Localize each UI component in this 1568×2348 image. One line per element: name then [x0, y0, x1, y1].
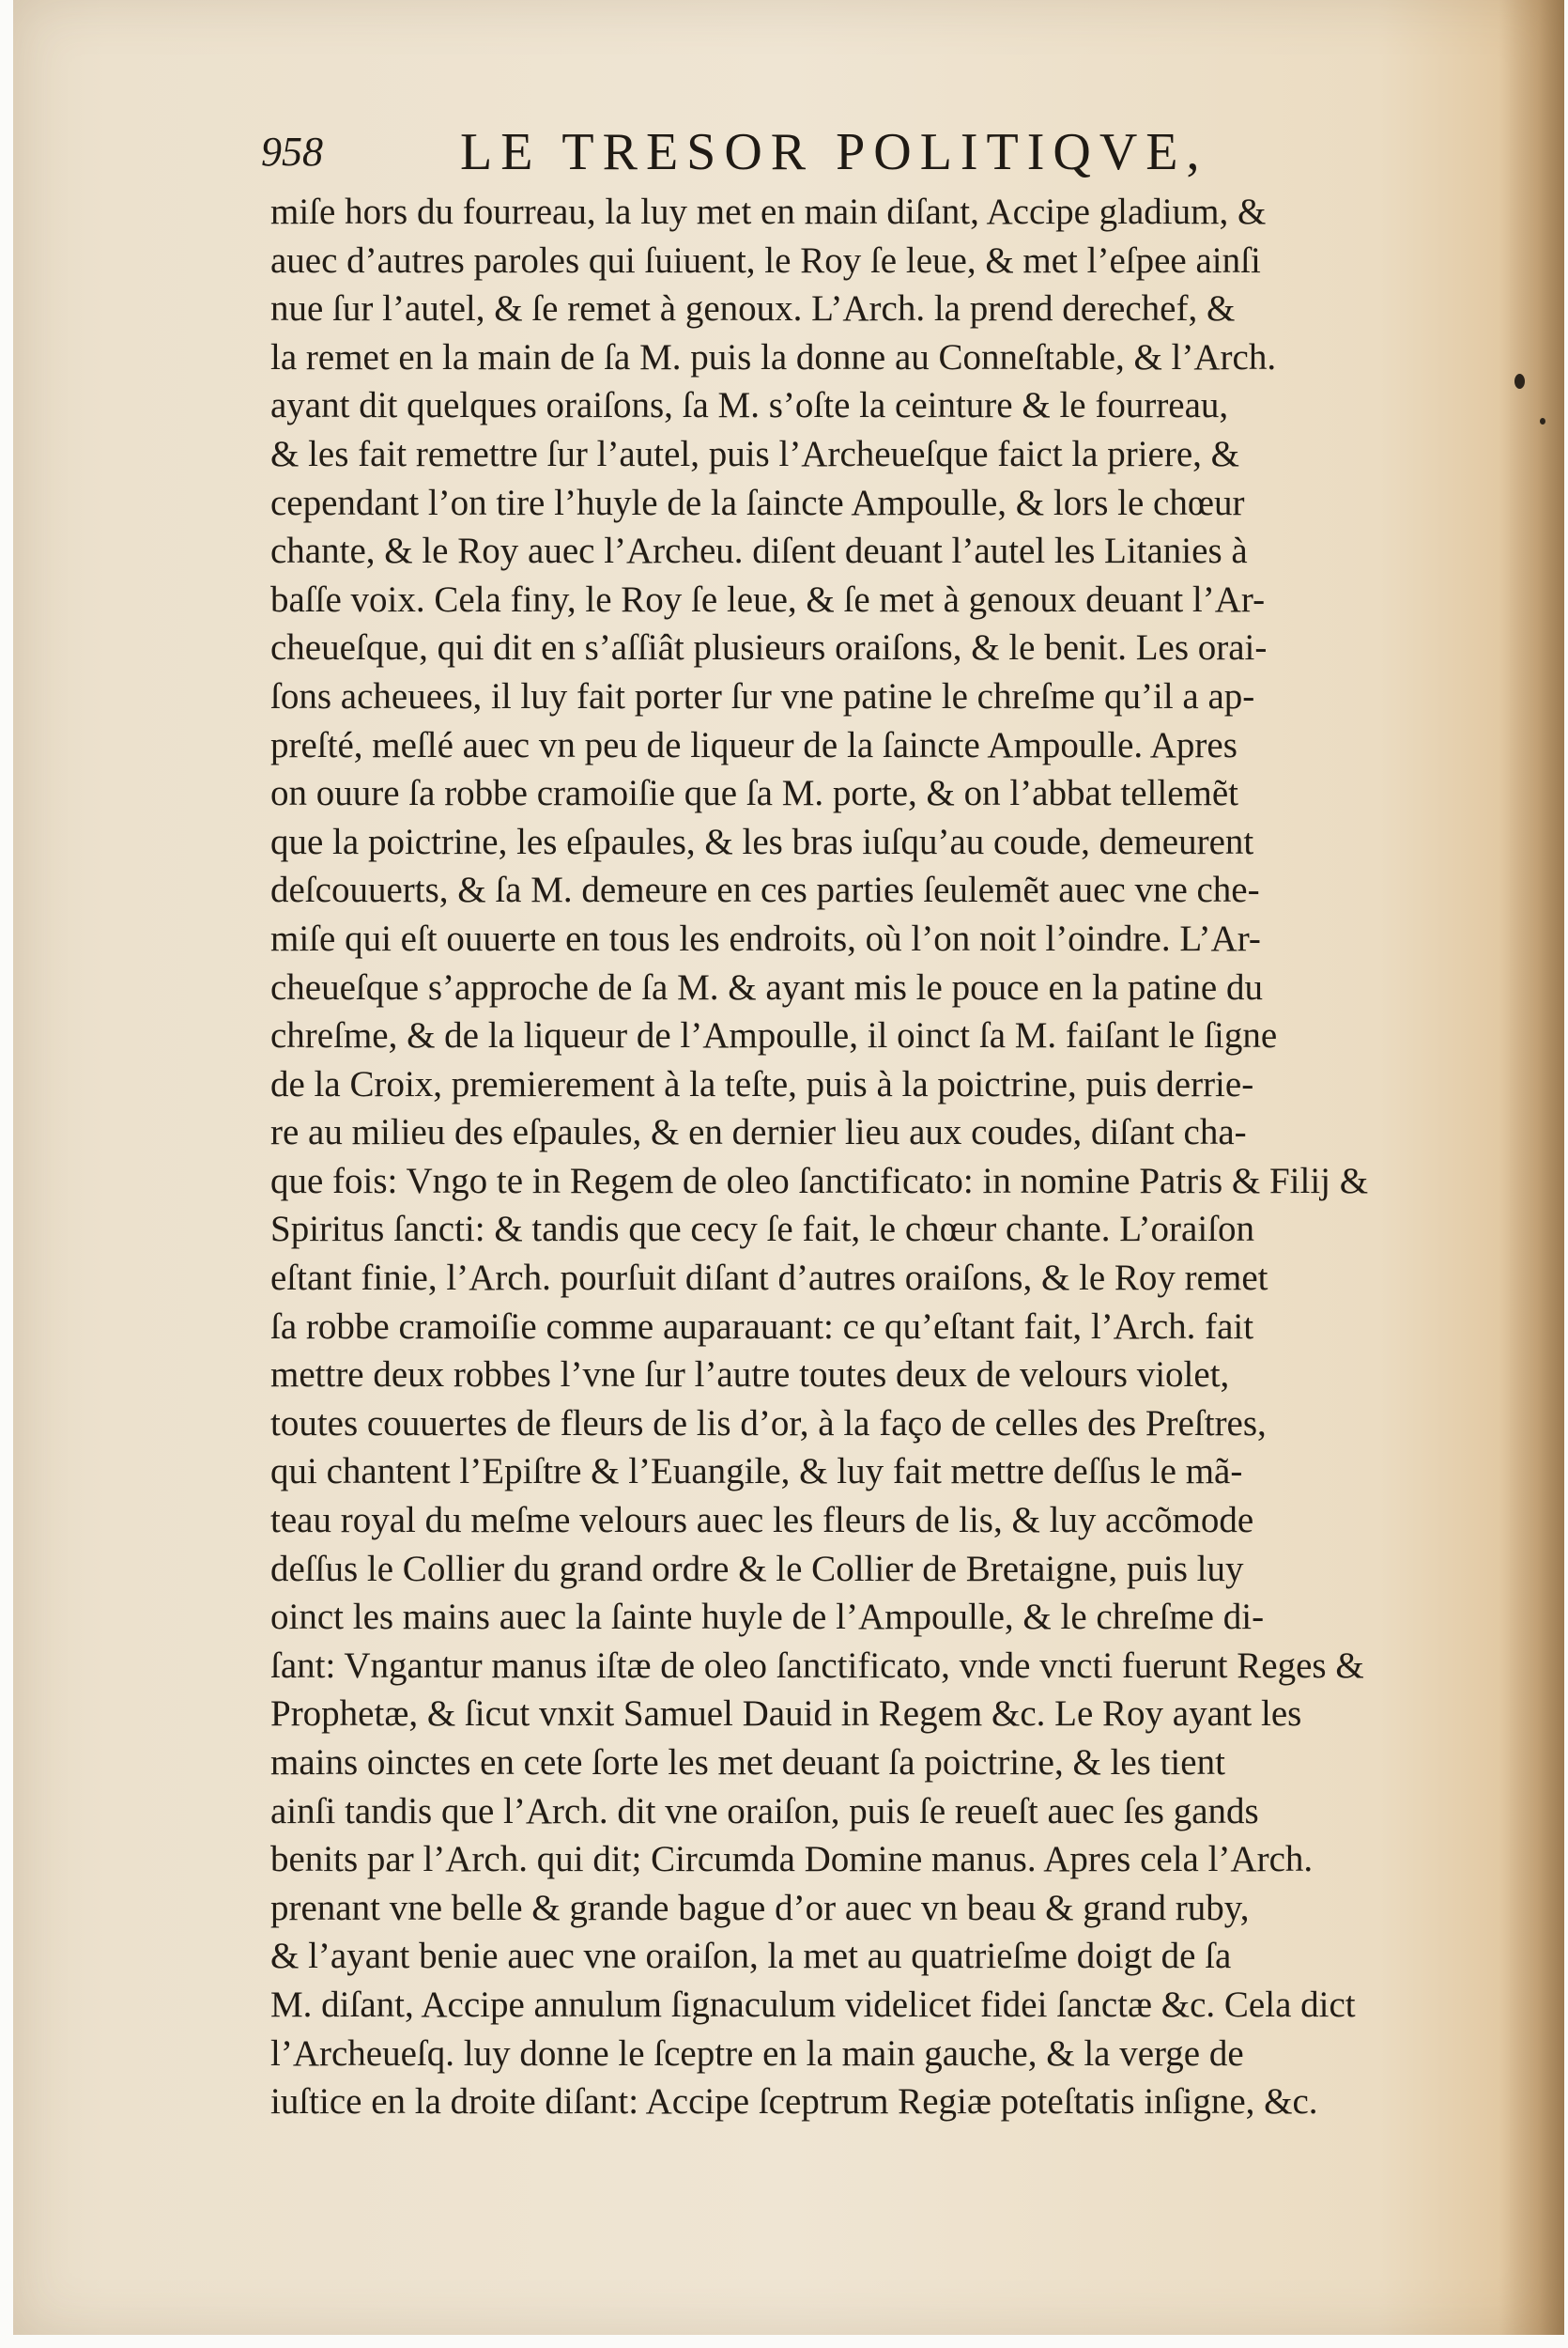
text-line: cheueſque, qui dit en s’aſſiât plusieurs oraiſons, & le benit. Les orai-: [270, 627, 1268, 669]
text-line: cependant l’on tire l’huyle de la ſaincte Ampoulle, & lors le chœur: [270, 482, 1245, 523]
text-line: l’Archeueſq. luy donne le ſceptre en la main gauche, & la verge de: [270, 2032, 1244, 2074]
running-title: LE TRESOR POLITIQVE,: [460, 123, 1208, 181]
text-line: qui chantent l’Epiſtre & l’Euangile, & luy fait mettre deſſus le mã-: [270, 1451, 1243, 1492]
margin-ink-spot: [1514, 374, 1525, 389]
text-line: iuſtice en la droite diſant: Accipe ſceptrum Regiæ poteſtatis inſigne, &c.: [270, 2081, 1318, 2123]
text-line: mains oinctes en cete ſorte les met deuant ſa poictrine, & les tient: [270, 1742, 1225, 1783]
text-line: deſſus le Collier du grand ordre & le Collier de Bretaigne, puis luy: [270, 1548, 1244, 1589]
page-number: 958: [261, 129, 323, 175]
text-line: eſtant finie, l’Arch. pourſuit diſant d’autres oraiſons, & le Roy remet: [270, 1258, 1268, 1299]
binding-shadow: [1499, 0, 1564, 2335]
text-line: prenant vne belle & grande bague d’or auec vn beau & grand ruby,: [270, 1887, 1250, 1928]
text-line: ſant: Vngantur manus iſtæ de oleo ſanctificato, vnde vncti fuerunt Reges &: [270, 1645, 1364, 1686]
text-line: auec d’autres paroles qui ſuiuent, le Roy ſe leue, & met l’eſpee ainſi: [270, 239, 1261, 281]
text-line: & les fait remettre ſur l’autel, puis l’Archeueſque faict la priere, &: [270, 433, 1239, 474]
text-line: M. diſant, Accipe annulum ſignaculum videlicet fidei ſanctæ &c. Cela dict: [270, 1984, 1356, 2025]
text-line: ſons acheuees, il luy fait porter ſur vne patine le chreſme qu’il a ap-: [270, 675, 1255, 717]
text-line: chante, & le Roy auec l’Archeu. diſent deuant l’autel les Litanies à: [270, 531, 1248, 572]
text-line: preſté, meſlé auec vn peu de liqueur de la ſaincte Ampoulle. Apres: [270, 724, 1237, 765]
text-line: benits par l’Arch. qui dit; Circumda Domine manus. Apres cela l’Arch.: [270, 1839, 1314, 1880]
body-text: [270, 188, 1430, 2126]
text-line: teau royal du meſme velours auec les fleurs de lis, & luy accõmode: [270, 1500, 1254, 1541]
text-line: miſe hors du fourreau, la luy met en main diſant, Accipe gladium, &: [270, 192, 1267, 232]
text-line: la remet en la main de ſa M. puis la donne au Conneſtable, & l’Arch.: [270, 336, 1277, 378]
text-line: re au milieu des eſpaules, & en dernier lieu aux coudes, diſant cha-: [270, 1112, 1247, 1153]
text-line: miſe qui eſt ouuerte en tous les endroits, où l’on noit l’oindre. L’Ar-: [270, 918, 1261, 959]
text-line: mettre deux robbes l’vne ſur l’autre toutes deux de velours violet,: [270, 1354, 1230, 1396]
text-line: ayant dit quelques oraiſons, ſa M. s’oſte la ceinture & le fourreau,: [270, 385, 1229, 426]
text-line: & l’ayant benie auec vne oraiſon, la met au quatrieſme doigt de ſa: [270, 1936, 1232, 1977]
text-line: ainſi tandis que l’Arch. dit vne oraiſon, puis ſe reueſt auec ſes gands: [270, 1790, 1259, 1831]
text-line: Prophetæ, & ſicut vnxit Samuel Dauid in Regem &c. Le Roy ayant les: [270, 1693, 1302, 1735]
margin-ink-spot: [1540, 418, 1545, 425]
text-line: que la poictrine, les eſpaules, & les bras iuſqu’au coude, demeurent: [270, 821, 1254, 862]
text-line: on ouure ſa robbe cramoiſie que ſa M. porte, & on l’abbat tellemẽt: [270, 773, 1238, 814]
text-line: cheueſque s’approche de ſa M. & ayant mis le pouce en la patine du: [270, 966, 1263, 1008]
text-line: deſcouuerts, & ſa M. demeure en ces parties ſeulemẽt auec vne che-: [270, 870, 1260, 911]
text-line: Spiritus ſancti: & tandis que cecy ſe fait, le chœur chante. L’oraiſon: [270, 1209, 1254, 1250]
text-line: oinct les mains auec la ſainte huyle de l’Ampoulle, & le chreſme di-: [270, 1597, 1265, 1638]
text-line: que fois: Vngo te in Regem de oleo ſanctificato: in nomine Patris & Filij &: [270, 1160, 1369, 1201]
text-line: de la Croix, premierement à la teſte, puis à la poictrine, puis derrie-: [270, 1063, 1254, 1104]
text-line: chreſme, & de la liqueur de l’Ampoulle, il oinct ſa M. faiſant le ſigne: [270, 1015, 1278, 1057]
page-header: [261, 122, 1294, 188]
text-line: ſa robbe cramoiſie comme auparauant: ce qu’eſtant fait, l’Arch. fait: [270, 1305, 1254, 1347]
text-line: toutes couuertes de fleurs de lis d’or, à la faço de celles des Preſtres,: [270, 1402, 1267, 1444]
text-line: nue ſur l’autel, & ſe remet à genoux. L’Arch. la prend derechef, &: [270, 288, 1236, 330]
text-line: baſſe voix. Cela finy, le Roy ſe leue, & ſe met à genoux deuant l’Ar-: [270, 579, 1266, 620]
